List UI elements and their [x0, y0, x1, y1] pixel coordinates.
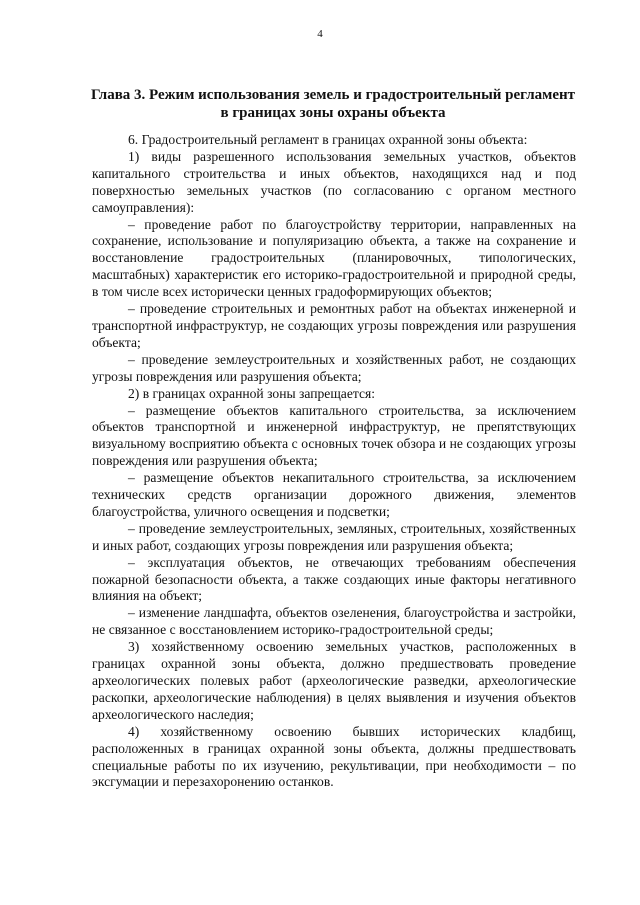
paragraph-item-3: 3) хозяйственному освоению земельных участков, расположенных в границах охранной зоны объекта, должно предшествовать проведение археологических полевых работ (археологические разведки, археологические раскопки, археологические наблюдения) в целях выявления и изучения объектов археологического наследия;	[92, 639, 576, 722]
paragraph-item-4: 4) хозяйственному освоению бывших исторических кладбищ, расположенных в границах охранной зоны объекта, должны предшествовать специальные работы по их изучению, рекультивации, при необходимости – по эксгумации и перезахоронению останков.	[92, 723, 576, 790]
page-number: 4	[317, 28, 323, 40]
paragraph-item-2-dash-4: – эксплуатация объектов, не отвечающих требованиям обеспечения пожарной безопасности объекта, а также создающих иные факторы негативного влияния на объект;	[92, 554, 576, 604]
paragraph-item-2: 2) в границах охранной зоны запрещается:	[128, 385, 376, 401]
paragraph-item-1-dash-3: – проведение землеустроительных и хозяйственных работ, не создающих угрозы повреждения или разрушения объекта;	[92, 351, 576, 384]
chapter-heading: Глава 3. Режим использования земель и градостроительный регламент в границах зоны охраны объекта	[90, 87, 576, 121]
paragraph-item-1: 1) виды разрешенного использования земельных участков, объектов капитального строительства и иных объектов, находящихся над и под поверхностью земельных участков (по согласованию с органом местного самоуправления):	[92, 148, 576, 215]
paragraph-item-2-dash-1: – размещение объектов капитального строительства, за исключением объектов транспортной и инженерной инфраструктур, не препятствующих визуальному восприятию объекта с основных точек обзора и не создающих угрозы повреждения или разрушения объекта;	[92, 402, 576, 469]
regulation-body	[92, 132, 576, 791]
paragraph-item-2-dash-3: – проведение землеустроительных, земляных, строительных, хозяйственных и иных работ, создающих угрозы повреждения или разрушения объекта;	[92, 520, 576, 553]
paragraph-regulation-intro: 6. Градостроительный регламент в границах охранной зоны объекта:	[128, 132, 528, 147]
paragraph-item-2-dash-2: – размещение объектов некапитального строительства, за исключением технических средств организации дорожного движения, элементов благоустройства, уличного освещения и подсветки;	[92, 470, 576, 519]
paragraph-item-2-dash-5: – изменение ландшафта, объектов озеленения, благоустройства и застройки, не связанное с восстановлением историко-градостроительной среды;	[92, 605, 576, 638]
paragraph-item-1-dash-1: – проведение работ по благоустройству территории, направленных на сохранение, использование и популяризацию объекта, а также на сохранение и восстановление градостроительных (планировочных, типологических, масштабных) характеристик его историко-градостроительной и природной среды, в том числе всех исторически ценных градоформирующих объектов;	[92, 216, 576, 300]
paragraph-item-1-dash-2: – проведение строительных и ремонтных работ на объектах инженерной и транспортной инфраструктур, не создающих угрозы повреждения или разрушения объекта;	[92, 301, 576, 350]
